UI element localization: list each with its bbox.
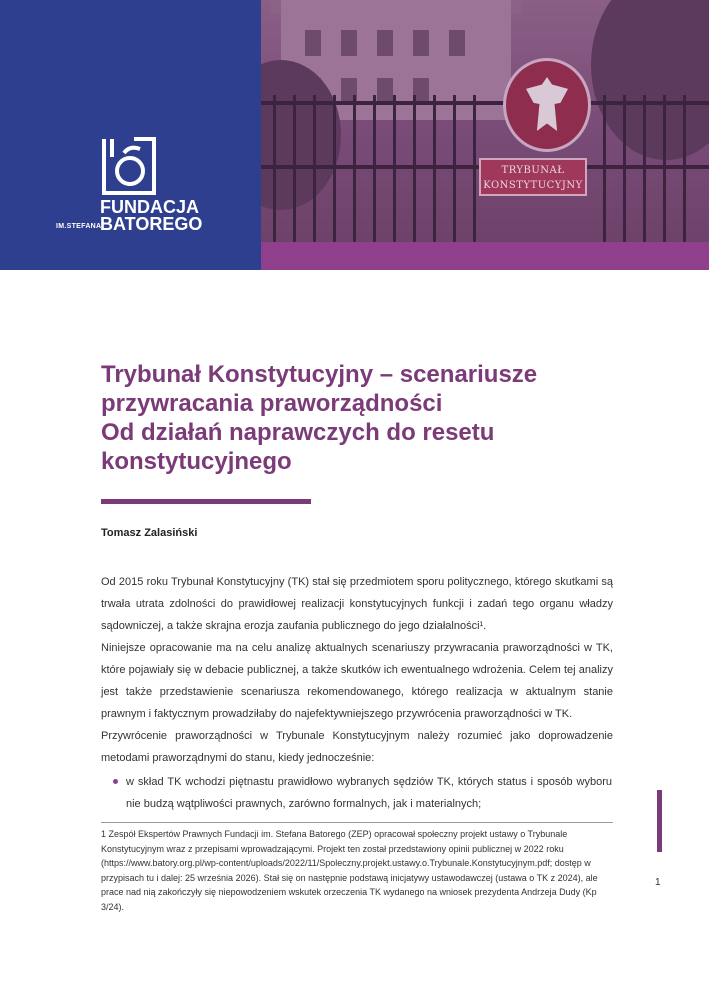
header-banner [0,0,709,270]
document-title [101,360,621,476]
logo-wordmark [56,197,203,234]
fundacja-batorego-logo-icon [100,135,158,197]
sign-line-2: KONSTYTUCYJNY [483,180,583,191]
logo-prefix: IM.STEFANA [56,223,102,230]
side-accent-bar [657,790,662,852]
polish-eagle-emblem [503,58,591,152]
paragraph-1: Od 2015 roku Trybunał Konstytucyjny (TK) stał się przedmiotem sporu politycznego, którego skutkami są trwała utrata zdolności do prawidłowej realizacji konstytucyjnych funkcji i zadań tego organu władzy sądowniczej, a także skrajna erozja zaufania publicznego do jego działalności¹. [101,576,613,632]
bullet-item-1: w skład TK wchodzi piętnastu prawidłowo wybranych sędziów TK, których status i sposób wyboru nie budzą wątpliwości prawnych, zarówno formalnych, jak i materialnych; [126,776,612,810]
paragraph-3: Przywrócenie praworządności w Trybunale Konstytucyjnym należy rozumieć jako doprowadzenie metodami praworządnymi do stanu, kiedy jednocześnie: [101,730,613,764]
paragraph-2: Niniejsze opracowanie ma na celu analizę aktualnych scenariuszy przywracania praworządności w TK, które pojawiały się w debacie publicznej, a także skutków ich ewentualnego wdrożenia. Celem tej analizy jest także przedstawienie scenariusza rekomendowanego, którego realizacja w aktualnym stanie prawnym i faktycznym prowadziłaby do najefektywniejszego przywrócenia praworządności w TK. [101,642,613,720]
bullet-marker [113,779,118,784]
sign-line-1: TRYBUNAŁ [501,165,565,176]
author-name: Tomasz Zalasiński [101,527,198,539]
title-line-2: przywracania praworządności [101,390,443,417]
eagle-icon [526,77,568,131]
page-number: 1 [655,877,661,888]
logo-line-batorego: BATOREGO [100,214,203,234]
tribunal-photo [261,0,709,270]
title-underline [101,499,311,504]
footnote-1: 1 Zespół Ekspertów Prawnych Fundacji im. Stefana Batorego (ZEP) opracował społeczny projekt ustawy o Trybunale Konstytucyjnym wraz z przepisami wprowadzającymi. Projekt ten został przedstawiony opinii publicznej w 2022 roku (https://www.batory.org.pl/wp-content/uploads/2022/11/Spoleczny.projekt.ustawy.o.Trybunale.Konstytucyjnym.pdf; dostęp w przypisach tu i dalej: 25 września 2026). Stał się on następnie podstawą inicjatywy ustawodawczej (ustawa o TK z 2024), ale prace nad nią zakończyły się niepowodzeniem wskutek orzeczenia TK wydanego na wniosek prezydenta Andrzeja Dudy (Kp 3/24). [101,829,598,912]
title-line-4: konstytucyjnego [101,448,292,475]
footnote-separator [101,822,613,823]
title-line-1: Trybunał Konstytucyjny – scenariusze [101,361,538,388]
title-line-3: Od działań naprawczych do resetu [101,419,495,446]
tribunal-sign [479,158,587,196]
purple-strip [261,242,709,270]
logo-line-fundacja: FUNDACJA [100,197,199,217]
